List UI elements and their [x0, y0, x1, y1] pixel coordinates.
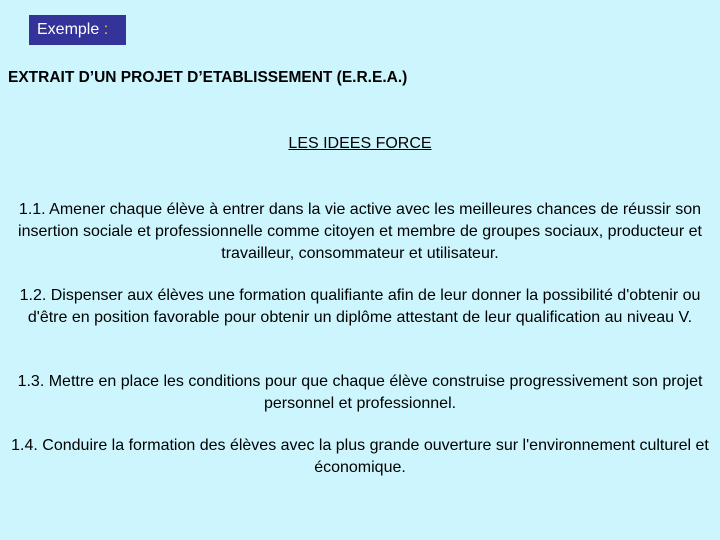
paragraph-1-3: 1.3. Mettre en place les conditions pour que chaque élève construise progressivement son projet personnel et professionnel. — [17, 373, 703, 412]
document-subtitle: EXTRAIT D’UN PROJET D’ETABLISSEMENT (E.R.E.A.) — [8, 69, 408, 86]
paragraph-1-2: 1.2. Dispenser aux élèves une formation qualifiante afin de leur donner la possibilité d'obtenir ou d'être en position favorable pour obtenir un diplôme attestant de leur qualification au niveau V. — [19, 287, 701, 326]
example-label-colon: : — [103, 21, 109, 38]
example-label-word: Exemple — [37, 21, 100, 38]
section-heading-text: LES IDEES FORCE — [288, 135, 432, 152]
paragraph-1-1: 1.1. Amener chaque élève à entrer dans la vie active avec les meilleures chances de réussir son insertion sociale et professionnelle comme citoyen et membre de groupes sociaux, producteur et travailleur, consommateur et utilisateur. — [18, 201, 702, 262]
paragraph-1-4: 1.4. Conduire la formation des élèves avec la plus grande ouverture sur l'environnement culturel et économique. — [11, 437, 709, 476]
example-label-box — [29, 15, 126, 45]
section-heading — [0, 135, 720, 153]
